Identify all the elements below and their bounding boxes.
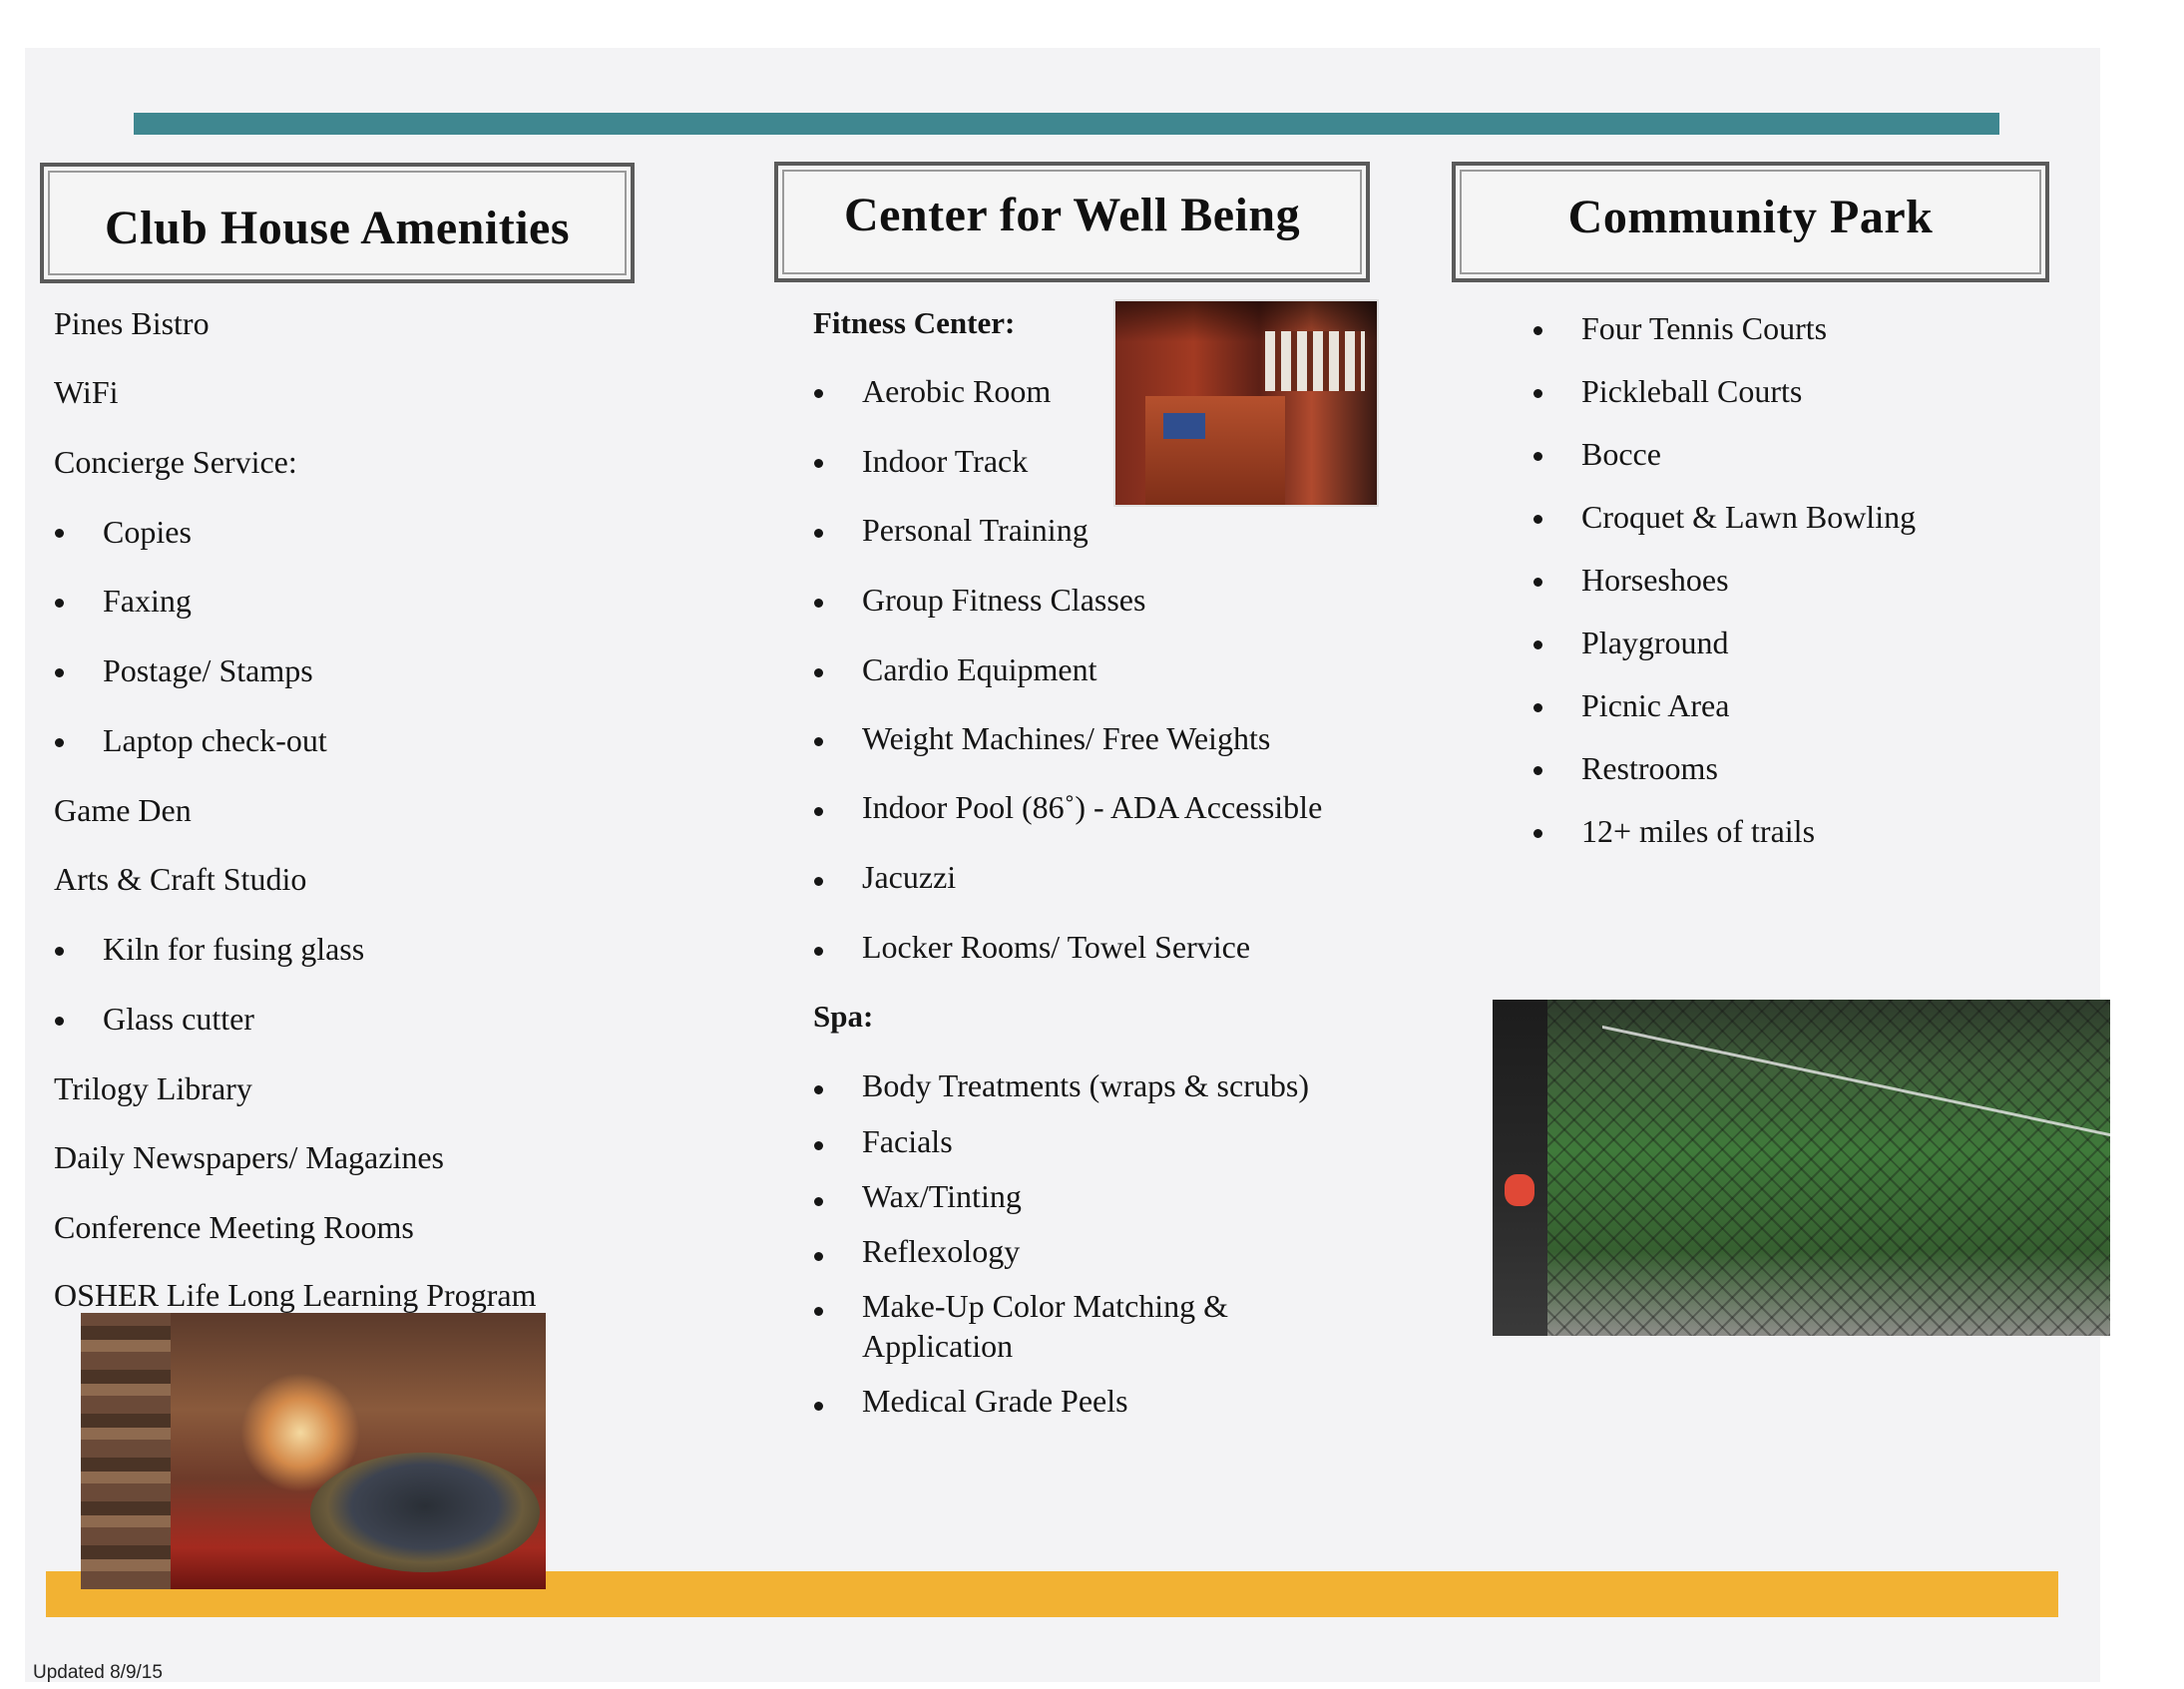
list-item: Picnic Area: [1581, 687, 1730, 723]
bullet-icon: [814, 459, 823, 468]
list-item: Indoor Pool (86˚) - ADA Accessible: [862, 789, 1323, 825]
list-item: Conference Meeting Rooms: [54, 1209, 414, 1245]
list-item-continued: Application: [862, 1328, 1014, 1364]
bullet-icon: [55, 1017, 64, 1026]
club-house-title: Club House Amenities: [104, 202, 571, 254]
list-item: Four Tennis Courts: [1581, 310, 1828, 346]
list-item: 12+ miles of trails: [1581, 813, 1816, 849]
list-item: Body Treatments (wraps & scrubs): [862, 1067, 1309, 1103]
list-item: Group Fitness Classes: [862, 582, 1146, 618]
list-item: OSHER Life Long Learning Program: [54, 1277, 537, 1313]
bullet-icon: [1533, 703, 1542, 712]
list-item: Daily Newspapers/ Magazines: [54, 1139, 444, 1175]
club-house-header: [40, 163, 635, 283]
list-item: Personal Training: [862, 512, 1089, 548]
bullet-icon: [1533, 452, 1542, 461]
fitness-center-photo: [1113, 299, 1379, 507]
community-park-header: [1452, 162, 2049, 282]
list-item: Faxing: [103, 583, 192, 619]
list-item: Bocce: [1581, 436, 1661, 472]
list-item: Aerobic Room: [862, 373, 1052, 409]
bullet-icon: [814, 668, 823, 677]
top-teal-bar: [134, 113, 1999, 135]
list-item: Restrooms: [1581, 750, 1718, 786]
list-item: Reflexology: [862, 1233, 1021, 1269]
bullet-icon: [814, 1141, 823, 1150]
list-item: Concierge Service:: [54, 444, 297, 480]
bullet-icon: [1533, 515, 1542, 524]
bullet-icon: [814, 1197, 823, 1206]
list-item: Facials: [862, 1123, 953, 1159]
list-item: Playground: [1581, 625, 1729, 660]
list-item: Medical Grade Peels: [862, 1383, 1128, 1419]
list-item: Glass cutter: [103, 1001, 254, 1037]
tennis-court-photo: [1493, 1000, 2110, 1336]
list-item: Horseshoes: [1581, 562, 1729, 598]
updated-date: Updated 8/9/15: [33, 1662, 163, 1683]
bullet-icon: [814, 1085, 823, 1094]
bullet-icon: [814, 1402, 823, 1411]
list-item: Weight Machines/ Free Weights: [862, 720, 1271, 756]
list-item: Make-Up Color Matching &: [862, 1288, 1229, 1324]
list-item: Pickleball Courts: [1581, 373, 1803, 409]
bullet-icon: [814, 1252, 823, 1261]
list-item: Cardio Equipment: [862, 651, 1097, 687]
bullet-icon: [55, 529, 64, 538]
list-item: Laptop check-out: [103, 722, 327, 758]
bullet-icon: [814, 529, 823, 538]
list-item: Kiln for fusing glass: [103, 931, 365, 967]
well-being-header: [774, 162, 1370, 282]
list-item: Jacuzzi: [862, 859, 957, 895]
bullet-icon: [55, 599, 64, 608]
list-item: Game Den: [54, 792, 192, 828]
bullet-icon: [1533, 766, 1542, 775]
bullet-icon: [814, 599, 823, 608]
list-item: Postage/ Stamps: [103, 652, 313, 688]
list-item: Wax/Tinting: [862, 1178, 1022, 1214]
bullet-icon: [1533, 829, 1542, 838]
list-item: Trilogy Library: [54, 1070, 252, 1106]
bullet-icon: [814, 1307, 823, 1316]
list-item: Indoor Track: [862, 443, 1029, 479]
bullet-icon: [1533, 578, 1542, 587]
bullet-icon: [55, 947, 64, 956]
bullet-icon: [814, 877, 823, 886]
bullet-icon: [814, 807, 823, 816]
bullet-icon: [814, 737, 823, 746]
list-item: Croquet & Lawn Bowling: [1581, 499, 1917, 535]
spa-heading: Spa:: [813, 999, 874, 1034]
bullet-icon: [55, 668, 64, 677]
well-being-title: Center for Well Being: [843, 189, 1301, 241]
bullet-icon: [814, 389, 823, 398]
bullet-icon: [55, 738, 64, 747]
list-item: Arts & Craft Studio: [54, 861, 307, 897]
list-item: Locker Rooms/ Towel Service: [862, 929, 1251, 965]
bullet-icon: [1533, 326, 1542, 335]
fitness-center-heading: Fitness Center:: [813, 305, 1016, 340]
list-item: WiFi: [54, 374, 119, 410]
clubhouse-lobby-photo: [81, 1313, 546, 1589]
list-item: Pines Bistro: [54, 305, 210, 341]
community-park-title: Community Park: [1567, 191, 1934, 243]
bullet-icon: [1533, 389, 1542, 398]
bullet-icon: [1533, 640, 1542, 649]
bullet-icon: [814, 947, 823, 956]
list-item: Copies: [103, 514, 192, 550]
